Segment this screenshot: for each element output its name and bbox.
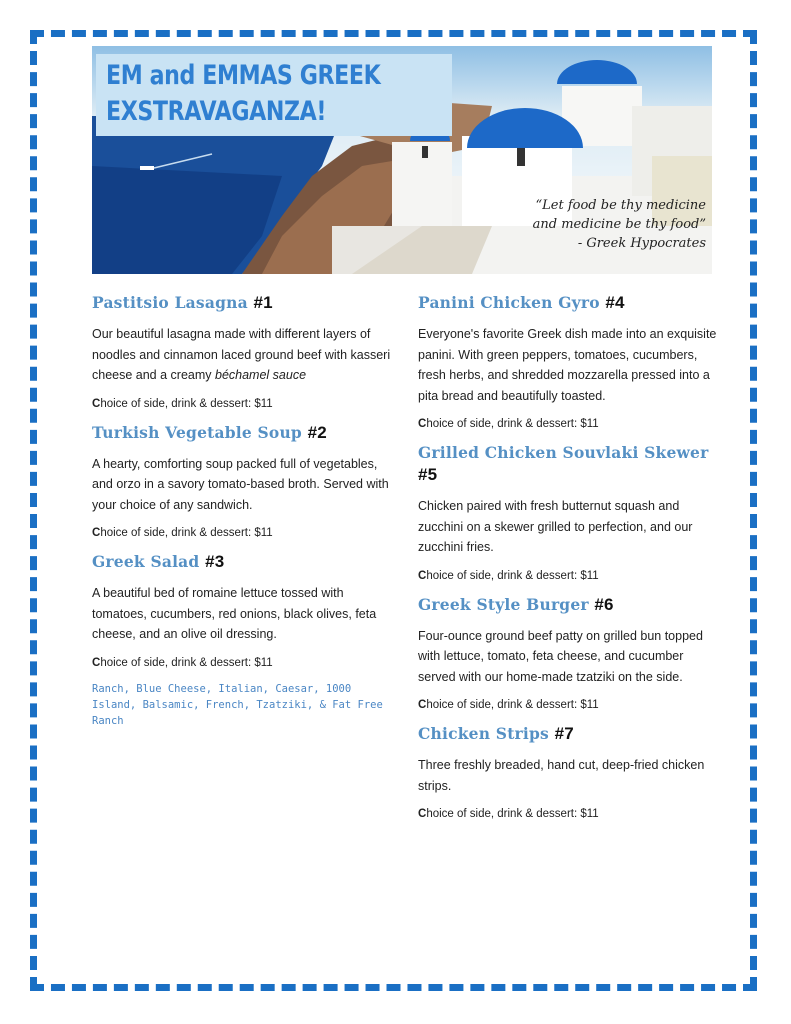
quote-line-1: “Let food be thy medicine: [535, 198, 706, 213]
quote-line-3: - Greek Hypocrates: [577, 236, 706, 251]
dressing-options: Ranch, Blue Cheese, Italian, Caesar, 1000 Island, Balsamic, French, Tzatziki, & Fat Free Ranch: [92, 682, 383, 727]
menu-item-price: [418, 697, 718, 713]
menu-item-price: [418, 568, 718, 584]
title-box: [96, 54, 452, 136]
price-text: hoice of side, drink & dessert: $11: [100, 527, 273, 539]
menu-item-name: Chicken Strips: [418, 724, 549, 743]
price-text: hoice of side, drink & dessert: $11: [426, 699, 599, 711]
menu-item-title: [92, 292, 392, 314]
price-text: hoice of side, drink & dessert: $11: [100, 397, 273, 410]
menu-item-price: [92, 525, 392, 541]
menu-item-title: [92, 551, 392, 573]
menu-item-description: A beautiful bed of romaine lettuce tossed with tomatoes, cucumbers, red onions, black olives, feta cheese, and an olive oil dressing.: [92, 586, 377, 641]
description-italic: béchamel sauce: [215, 368, 307, 382]
menu-item-title: [92, 422, 392, 444]
menu-item-name: Pastitsio Lasagna: [92, 293, 248, 312]
menu-item-name: Turkish Vegetable Soup: [92, 422, 302, 442]
menu-item-name: Grilled Chicken Souvlaki Skewer: [418, 443, 709, 462]
menu-item-number: #1: [253, 293, 273, 312]
menu-item-description: Four-ounce ground beef patty on grilled bun topped with lettuce, tomato, feta cheese, and cucumber served with our home-made tzatziki on the side.: [418, 628, 703, 684]
menu-item-description: [92, 324, 392, 386]
menu-item: [418, 442, 718, 584]
menu-item-description: Chicken paired with fresh butternut squash and zucchini on a skewer grilled to perfection, and our zucchini fries.: [418, 499, 693, 554]
menu-item-number: #3: [205, 552, 225, 571]
menu-item-name: Greek Style Burger: [418, 594, 589, 614]
menu-item-price: [92, 396, 392, 412]
price-initial: C: [418, 418, 427, 430]
menu-item-title: [418, 594, 718, 616]
price-initial: C: [92, 656, 101, 669]
restaurant-title-line1: EM and EMMAS GREEK: [106, 60, 381, 91]
menu-item-title: [418, 292, 718, 314]
menu-item-price: [418, 806, 718, 822]
price-initial: C: [418, 699, 427, 711]
price-text: hoice of side, drink & dessert: $11: [100, 656, 273, 669]
menu-item-description: A hearty, comforting soup packed full of vegetables, and orzo in a savory tomato-based broth. Served with your choice of any sandwich.: [92, 456, 389, 512]
price-initial: C: [92, 527, 101, 539]
menu-item-description: Three freshly breaded, hand cut, deep-fried chicken strips.: [418, 758, 705, 793]
menu-item-name: Greek Salad: [92, 552, 200, 571]
menu-item-title: [418, 442, 718, 486]
menu-item: [92, 422, 392, 542]
menu-item-description: Everyone's favorite Greek dish made into an exquisite panini. With green peppers, tomatoes, cucumbers, fresh herbs, and shredded mozzarella pressed into a pita bread and beautifully toasted.: [418, 327, 717, 403]
menu-column-left: [92, 292, 392, 739]
menu-item: [92, 292, 392, 412]
menu-item-number: #7: [554, 724, 574, 743]
menu-item-number: #5: [418, 465, 438, 484]
restaurant-title-line2: EXSTRAVAGANZA!: [106, 96, 327, 127]
menu-item-title: [418, 723, 718, 745]
menu-item: [418, 594, 718, 714]
menu-item-number: #4: [605, 293, 625, 312]
hero-banner: [92, 46, 712, 274]
hippocrates-quote: [444, 196, 706, 253]
description-text: Our beautiful lasagna made with different layers of noodles and cinnamon laced ground beef with kasseri cheese and a creamy: [92, 327, 391, 382]
menu-item: [418, 723, 718, 822]
price-text: hoice of side, drink & dessert: $11: [426, 569, 599, 582]
menu-item-price: [92, 655, 392, 671]
menu-item-price: [418, 416, 718, 432]
menu-item-number: #6: [594, 594, 614, 614]
menu-item-number: #2: [307, 422, 327, 442]
price-text: hoice of side, drink & dessert: $11: [426, 808, 599, 820]
quote-line-2: and medicine be thy food”: [532, 217, 706, 232]
menu-item-name: Panini Chicken Gyro: [418, 293, 600, 312]
menu-item: [92, 551, 392, 729]
price-initial: C: [92, 397, 101, 410]
menu-column-right: [418, 292, 718, 832]
menu-item: [418, 292, 718, 432]
price-initial: C: [418, 808, 427, 820]
price-initial: C: [418, 569, 427, 582]
price-text: hoice of side, drink & dessert: $11: [426, 418, 599, 430]
